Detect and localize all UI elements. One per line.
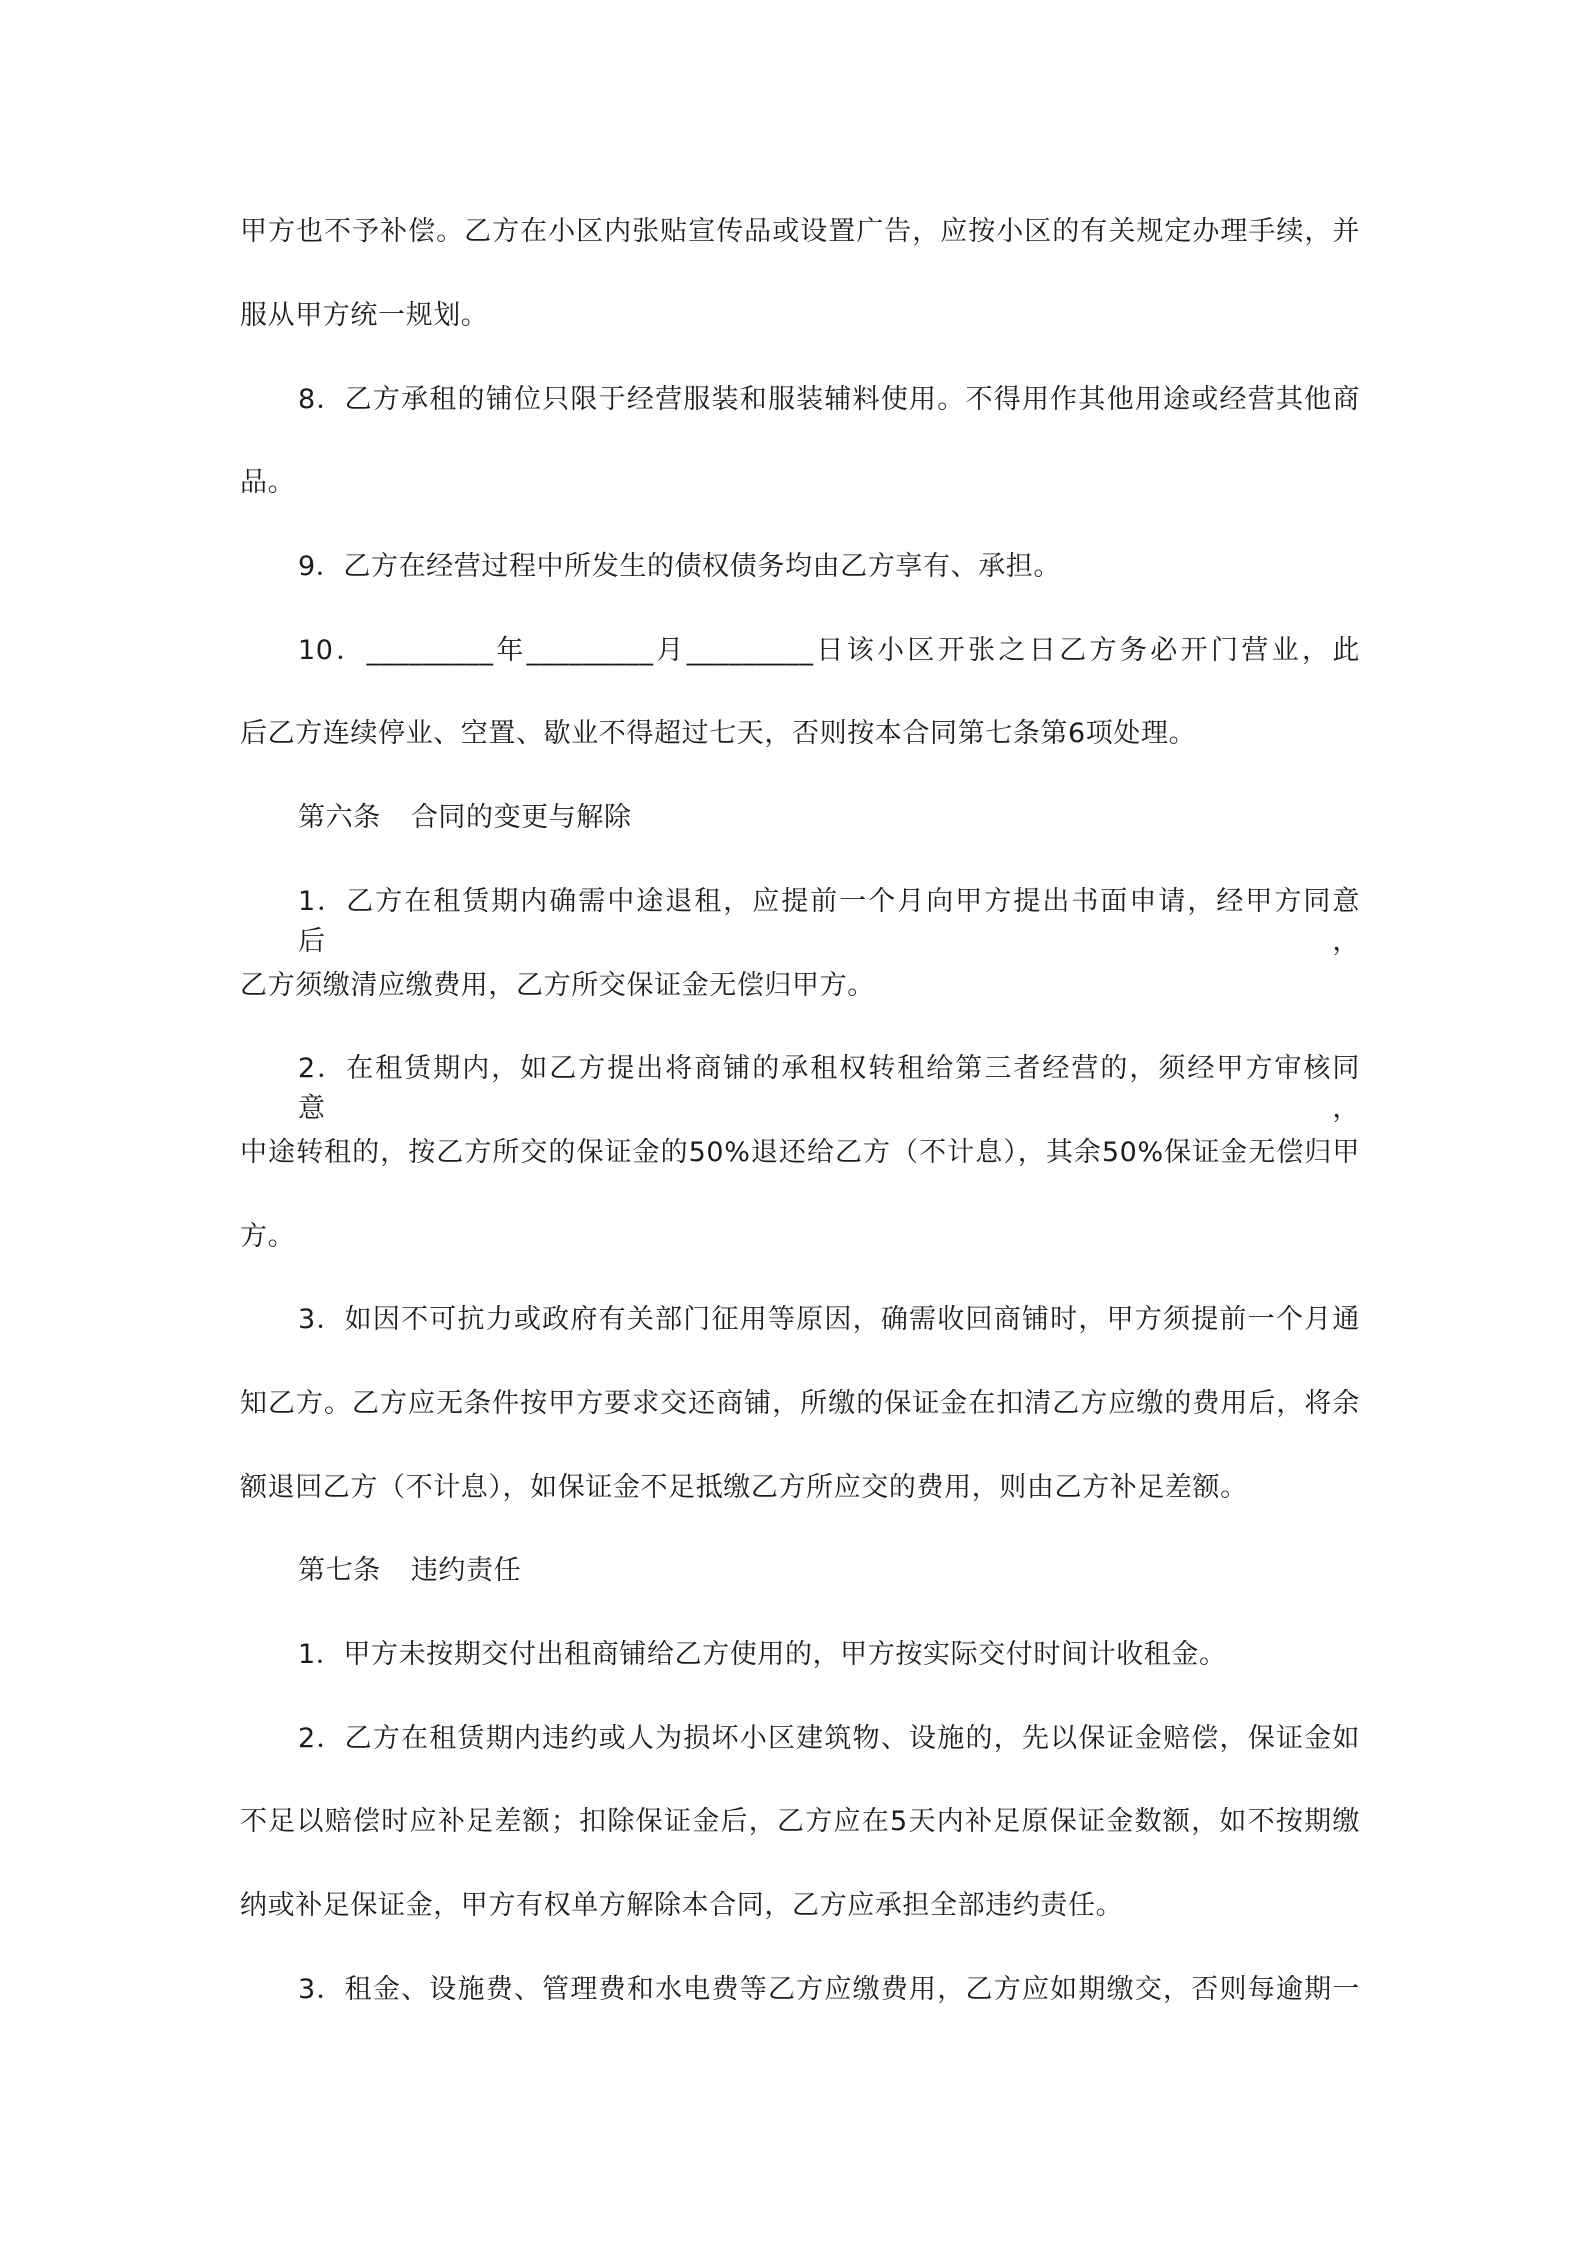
text-line: 1．甲方未按期交付出租商铺给乙方使用的，甲方按实际交付时间计收租金。	[298, 1639, 1227, 1670]
text-line: 3．租金、设施费、管理费和水电费等乙方应缴费用，乙方应如期缴交，否则每逾期一	[298, 1974, 1360, 2005]
text-line: 后乙方连续停业、空置、歇业不得超过七天，否则按本合同第七条第6项处理。	[240, 718, 1197, 749]
text-line: 9．乙方在经营过程中所发生的债权债务均由乙方享有、承担。	[298, 551, 1061, 582]
text-line: 额退回乙方（不计息），如保证金不足抵缴乙方所应交的费用，则由乙方补足差额。	[240, 1472, 1248, 1503]
text-line: 3．如因不可抗力或政府有关部门征用等原因，确需收回商铺时，甲方须提前一个月通	[298, 1304, 1360, 1335]
text-line: 品。	[240, 467, 296, 498]
text-line: 2．在租赁期内，如乙方提出将商铺的承租权转租给第三者经营的，须经甲方审核同意，	[298, 1053, 1360, 1124]
text-line: 1．乙方在租赁期内确需中途退租，应提前一个月向甲方提出书面申请，经甲方同意后，	[298, 886, 1360, 957]
text-line: 方。	[240, 1221, 296, 1252]
text-line: 知乙方。乙方应无条件按甲方要求交还商铺，所缴的保证金在扣清乙方应缴的费用后，将余	[240, 1388, 1360, 1419]
text-line: 服从甲方统一规划。	[240, 300, 489, 331]
section-title: 违约责任	[410, 1555, 522, 1586]
text-line: 纳或补足保证金，甲方有权单方解除本合同，乙方应承担全部违约责任。	[240, 1890, 1124, 1921]
text-line: 2．乙方在租赁期内违约或人为损坏小区建筑物、设施的，先以保证金赔偿，保证金如	[298, 1723, 1360, 1754]
section-number: 第六条	[298, 802, 381, 833]
section-heading	[298, 1551, 1360, 1591]
text-line: 8．乙方承租的铺位只限于经营服装和服装辅料使用。不得用作其他用途或经营其他商	[298, 384, 1360, 415]
text-line: 中途转租的，按乙方所交的保证金的50%退还给乙方（不计息），其余50%保证金无偿归甲	[240, 1137, 1360, 1168]
text-line: 10．_________年_________月_________日该小区开张之日乙方务必开门营业，此	[298, 635, 1360, 666]
section-number: 第七条	[298, 1555, 381, 1586]
text-line: 乙方须缴清应缴费用，乙方所交保证金无偿归甲方。	[240, 970, 875, 1001]
text-line: 不足以赔偿时应补足差额；扣除保证金后，乙方应在5天内补足原保证金数额，如不按期缴	[240, 1806, 1360, 1837]
section-heading	[298, 798, 1360, 838]
section-title: 合同的变更与解除	[410, 802, 632, 833]
text-line: 甲方也不予补偿。乙方在小区内张贴宣传品或设置广告，应按小区的有关规定办理手续，并	[240, 216, 1360, 247]
